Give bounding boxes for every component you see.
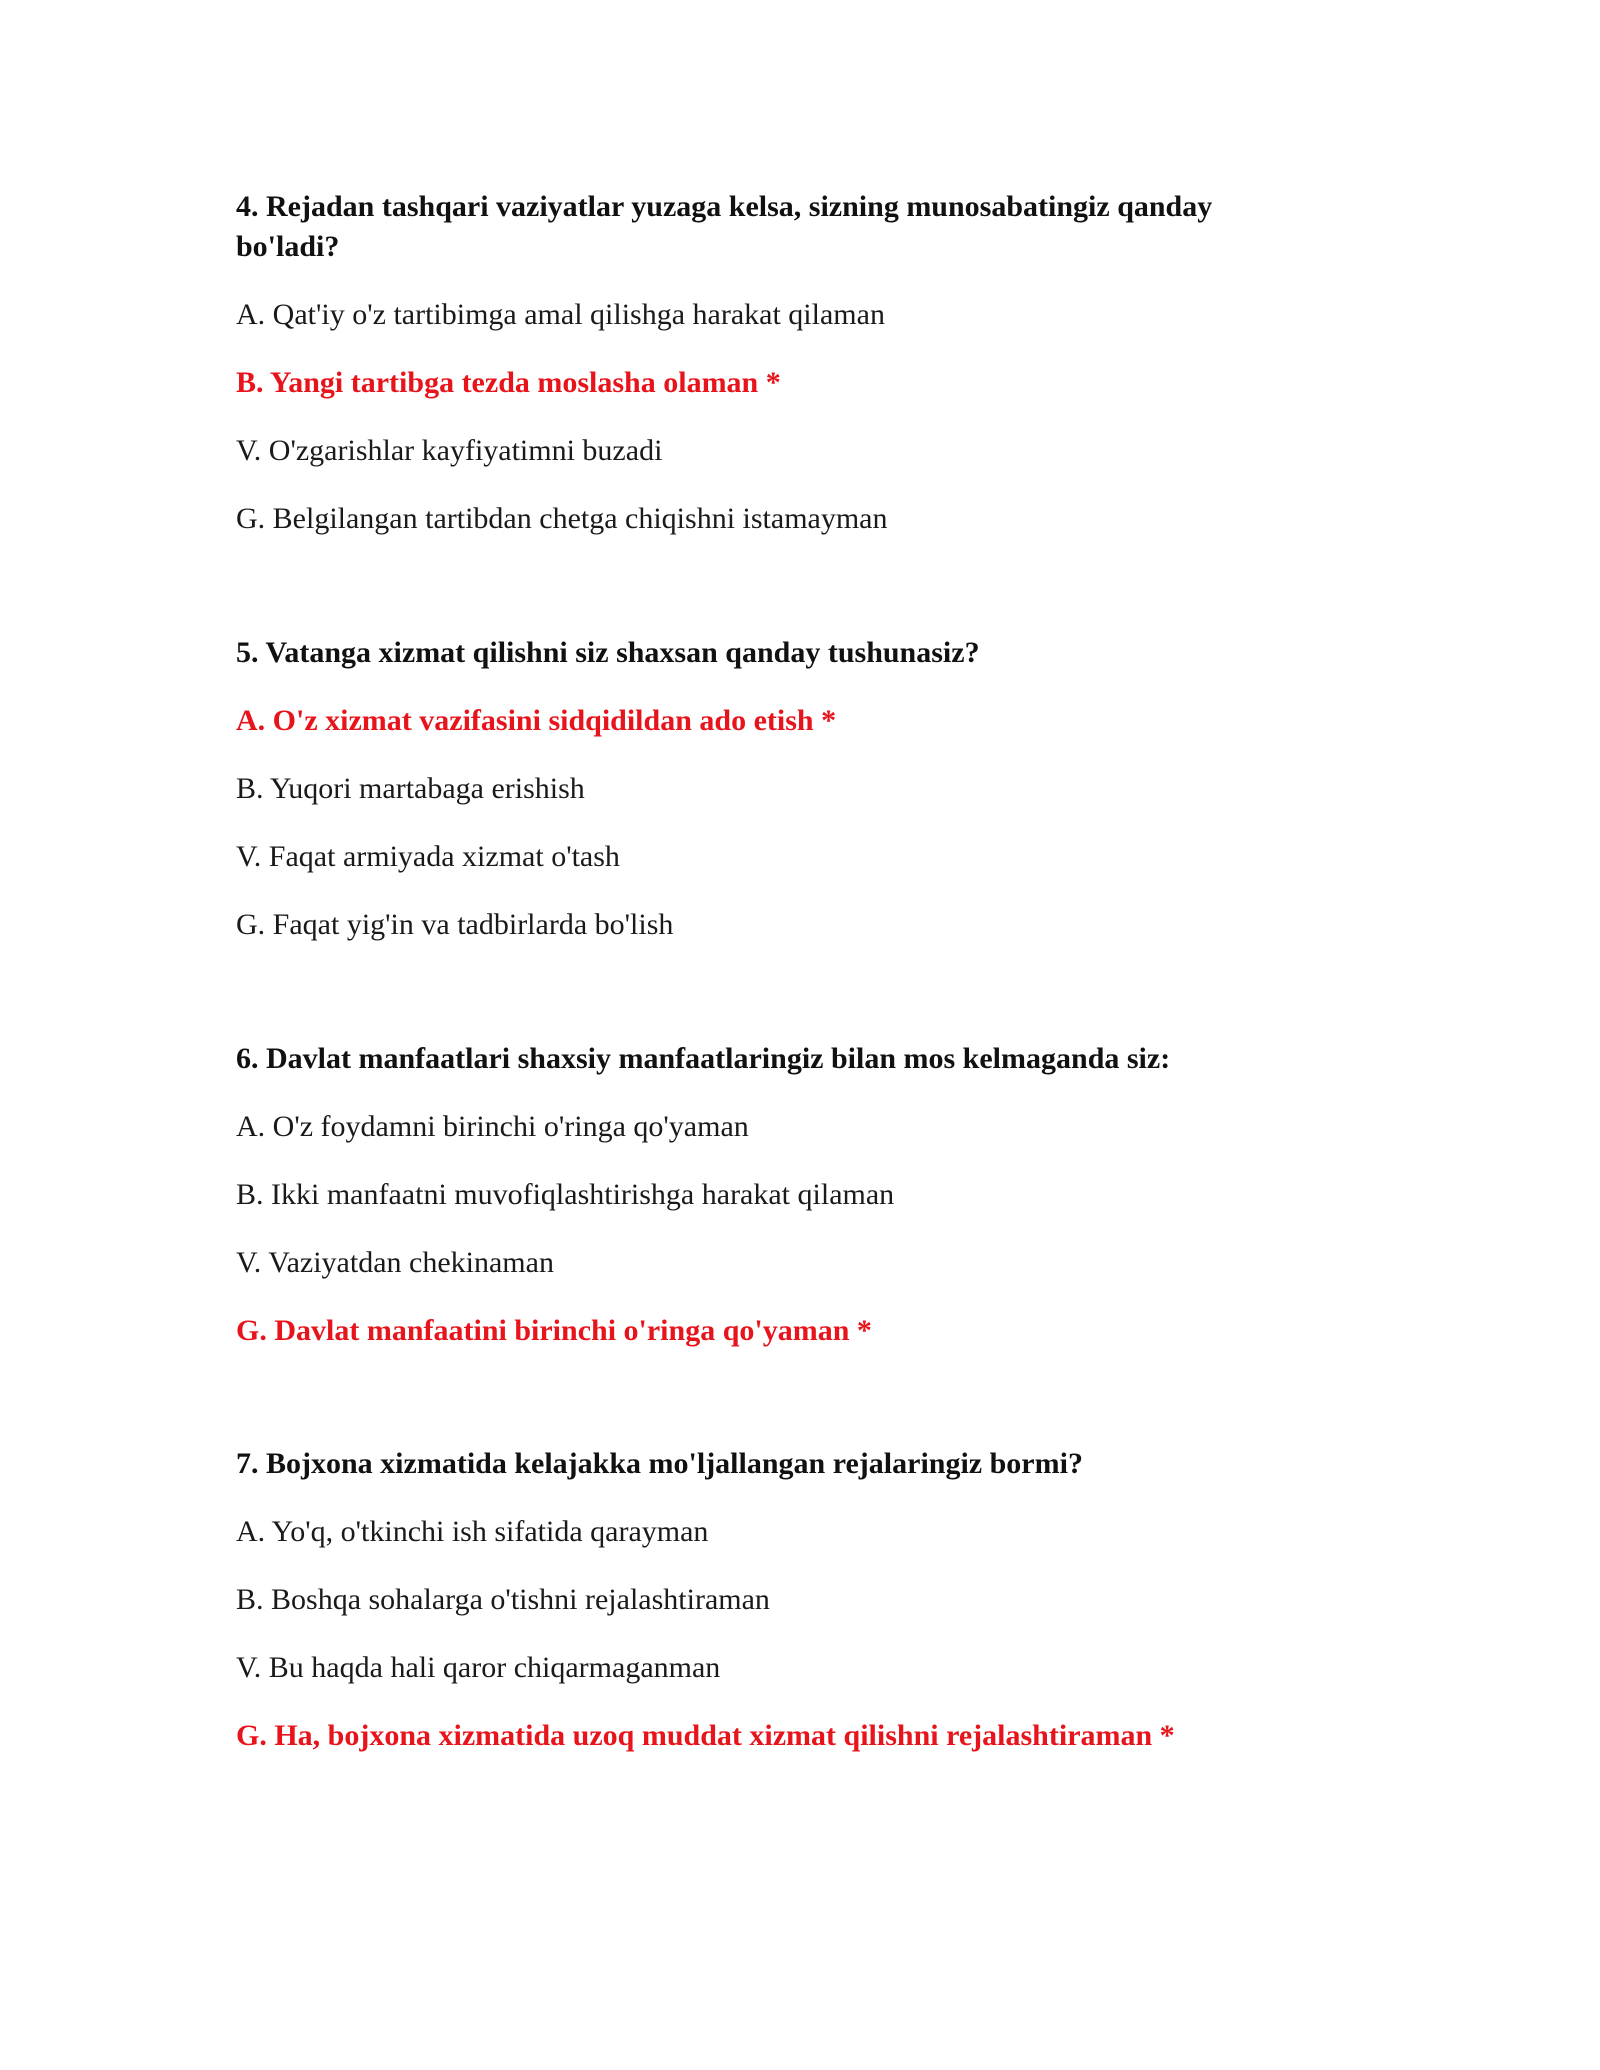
answer-option: V. Vaziyatdan chekinaman [236,1246,554,1279]
answer-option: V. Bu haqda hali qaror chiqarmaganman [236,1651,721,1684]
answer-option: A. Yo'q, o'tkinchi ish sifatida qarayman [236,1515,709,1548]
question-text: 5. Vatanga xizmat qilishni siz shaxsan qanday tushunasiz? [236,636,980,669]
answer-option: A. O'z foydamni birinchi o'ringa qo'yaman [236,1110,749,1143]
answer-option: A. Qat'iy o'z tartibimga amal qilishga harakat qilaman [236,298,885,331]
question-block-6 [236,1039,1336,1347]
question-text: 7. Bojxona xizmatida kelajakka mo'ljallangan rejalaringiz bormi? [236,1447,1083,1480]
answer-option: V. O'zgarishlar kayfiyatimni buzadi [236,434,663,467]
answer-option: G. Belgilangan tartibdan chetga chiqishni istamayman [236,502,888,535]
correct-answer-option: A. O'z xizmat vazifasini sidqidildan ado etish * [236,704,837,737]
correct-answer-option: G. Davlat manfaatini birinchi o'ringa qo'yaman * [236,1314,872,1347]
answer-option: V. Faqat armiyada xizmat o'tash [236,840,620,873]
question-text: 4. Rejadan tashqari vaziyatlar yuzaga kelsa, sizning munosabatingiz qanday bo'ladi? [236,190,1213,263]
answer-option: B. Boshqa sohalarga o'tishni rejalashtiraman [236,1583,770,1616]
question-block-7 [236,1444,1336,1752]
question-text: 6. Davlat manfaatlari shaxsiy manfaatlaringiz bilan mos kelmaganda siz: [236,1042,1171,1075]
answer-option: B. Yuqori martabaga erishish [236,772,585,805]
correct-answer-option: B. Yangi tartibga tezda moslasha olaman * [236,366,781,399]
answer-option: G. Faqat yig'in va tadbirlarda bo'lish [236,908,674,941]
answer-option: B. Ikki manfaatni muvofiqlashtirishga harakat qilaman [236,1178,895,1211]
question-block-4 [236,187,1336,535]
correct-answer-option: G. Ha, bojxona xizmatida uzoq muddat xizmat qilishni rejalashtiraman * [236,1719,1175,1752]
question-block-5 [236,633,1336,941]
